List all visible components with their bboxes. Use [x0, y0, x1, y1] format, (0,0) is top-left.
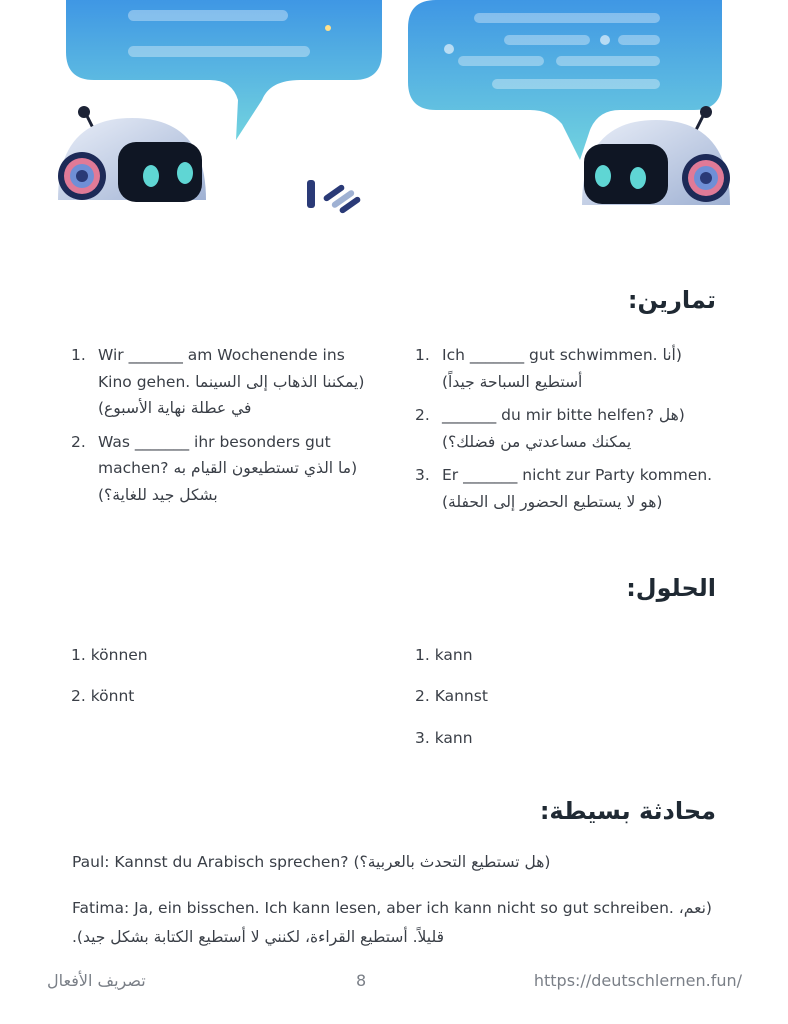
solution-item: 2. könnt: [71, 687, 135, 705]
exercise-arabic-translation: (ما الذي تستطيعون القيام به بشكل جيد للغاية؟): [98, 459, 358, 504]
solution-item: 2. Kannst: [415, 687, 488, 705]
conversation-heading: محادثة بسيطة:: [539, 797, 716, 825]
speech-bubble-left: [66, 0, 382, 140]
exercise-german-text: Was _______ ihr besonders gut machen?: [98, 432, 331, 477]
conversation-arabic: (نعم، قليلاً. أستطيع القراءة، لكنني لا أستطيع الكتابة بشكل جيد).: [72, 899, 712, 946]
conversation-german: Paul: Kannst du Arabisch sprechen?: [72, 853, 349, 871]
exercise-item: 2. Was _______ ihr besonders gut machen? (ما الذي تستطيعون القيام به بشكل جيد للغاية؟): [71, 432, 358, 504]
exercise-item: 2. _______ du mir bitte helfen? (هل يمكنك مساعدتي من فضلك؟): [415, 406, 685, 451]
solutions-heading: الحلول:: [626, 574, 716, 602]
robot-right: [582, 106, 730, 205]
exercise-list-right: [415, 342, 715, 515]
solution-item: 3. kann: [415, 729, 473, 747]
footer-topic: تصريف الأفعال: [47, 971, 146, 990]
exercise-item: 1. Wir _______ am Wochenende ins Kino gehen. (يمكننا الذهاب إلى السينما في عطلة نهاية الأسبوع): [71, 346, 365, 417]
robot-left: [58, 106, 206, 202]
exercises-heading: تمارين:: [627, 286, 716, 314]
exercise-arabic-translation: (يمكننا الذهاب إلى السينما في عطلة نهاية الأسبوع): [98, 372, 365, 417]
exercise-arabic-translation: (هل يمكنك مساعدتي من فضلك؟): [442, 406, 685, 451]
hero-illustration: [0, 0, 788, 230]
exercise-german-text: Er _______ nicht zur Party kommen.: [442, 466, 713, 484]
solution-item: 1. kann: [415, 646, 473, 664]
exercise-german-text: Wir _______ am Wochenende ins Kino gehen.: [98, 346, 345, 391]
page-number: 8: [356, 971, 367, 990]
exercise-german-text: _______ du mir bitte helfen?: [442, 406, 654, 424]
footer-url-link[interactable]: https://deutschlernen.fun/: [533, 971, 742, 990]
conversation-line: [72, 848, 722, 877]
exercise-arabic-translation: (هو لا يستطيع الحضور إلى الحفلة): [442, 492, 663, 511]
exercise-german-text: Ich _______ gut schwimmen.: [442, 346, 658, 364]
conversation-german: Fatima: Ja, ein bisschen. Ich kann lesen, aber ich kann nicht so gut schreiben.: [72, 899, 674, 917]
exercise-item: 3. Er _______ nicht zur Party kommen. (هو لا يستطيع الحضور إلى الحفلة): [415, 466, 713, 511]
exercise-item: 1. Ich _______ gut schwimmen. (أنا أستطيع السباحة جيداً): [415, 346, 682, 391]
exercise-arabic-translation: (أنا أستطيع السباحة جيداً): [442, 346, 682, 391]
conversation-line: [72, 894, 722, 952]
decorative-stripes-icon: [307, 180, 362, 214]
conversation-arabic: (هل تستطيع التحدث بالعربية؟): [353, 853, 551, 871]
exercise-list-left: [71, 342, 373, 508]
solution-item: 1. können: [71, 646, 148, 664]
